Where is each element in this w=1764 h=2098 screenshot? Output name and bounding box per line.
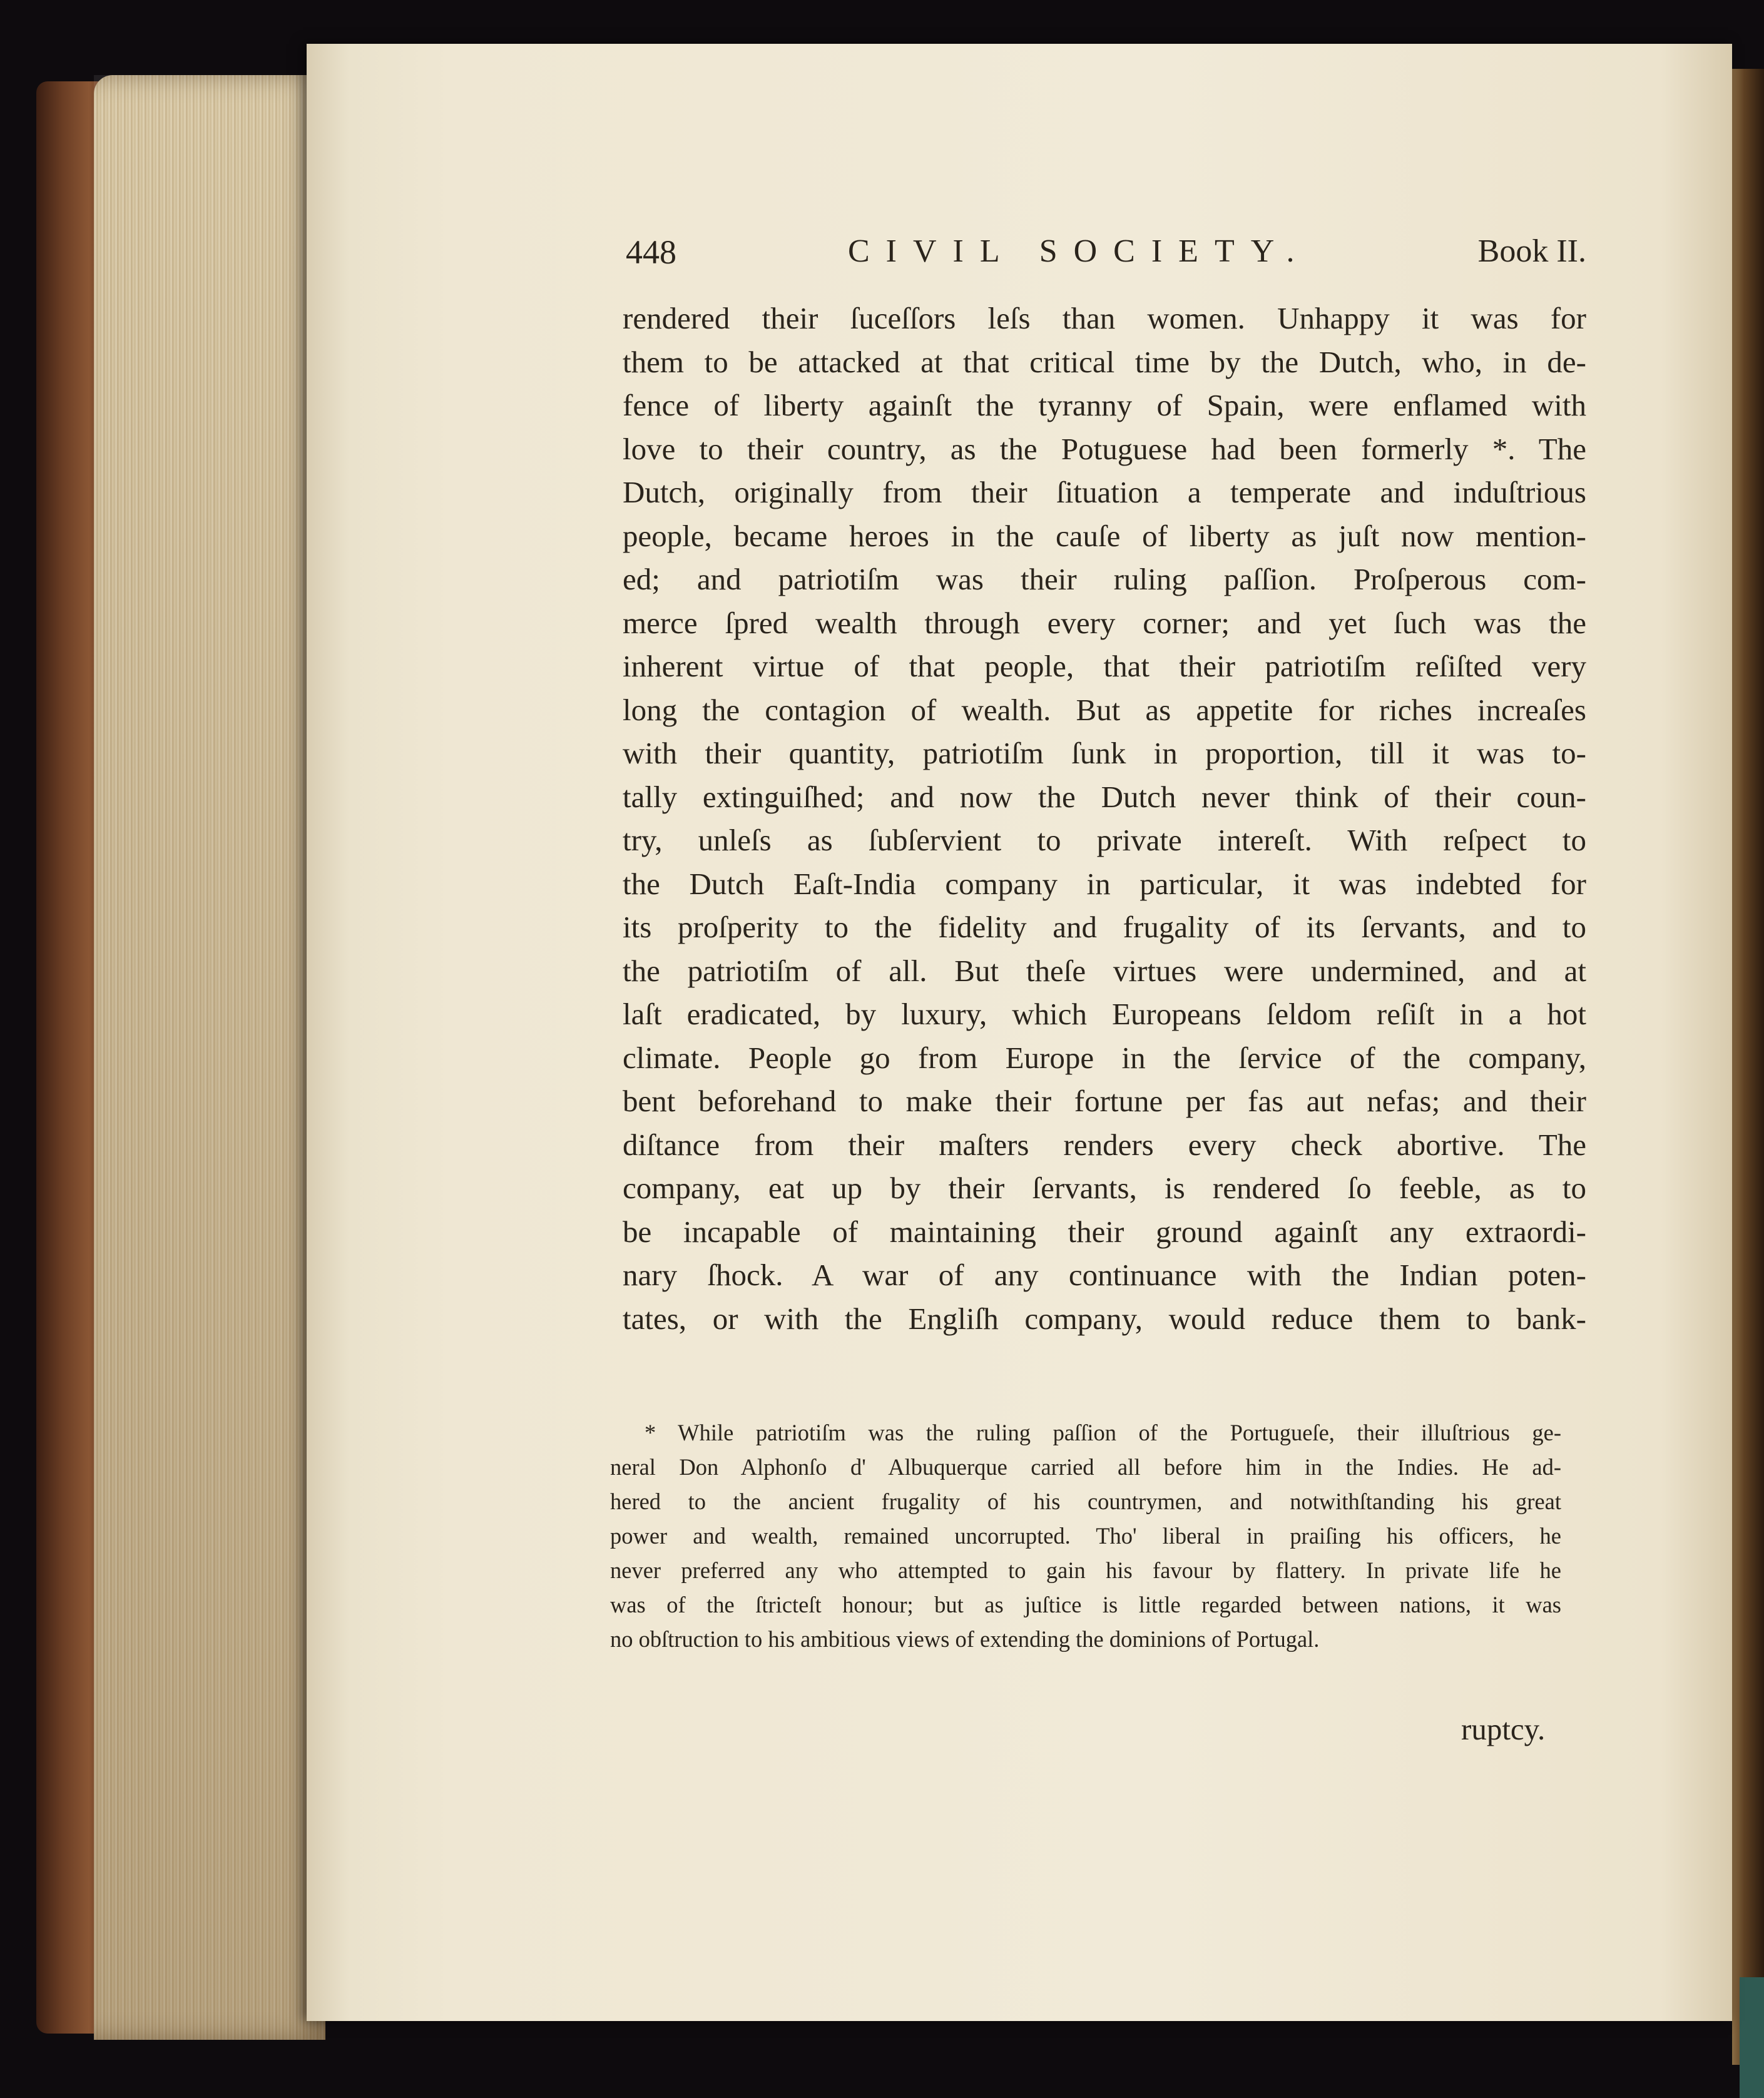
body-line: tates, or with the Engliſh company, would reduce them to bank- bbox=[623, 1301, 1586, 1336]
body-line: nary ſhock. A war of any continuance with the Indian poten- bbox=[623, 1258, 1586, 1292]
footnote-line: neral Don Alphonſo d' Albuquerque carried all before him in the Indies. He ad- bbox=[610, 1454, 1561, 1480]
page-number: 448 bbox=[626, 233, 676, 271]
footnote bbox=[610, 1415, 1561, 1656]
body-line: inherent virtue of that people, that their patriotiſm reſiſted very bbox=[623, 649, 1586, 683]
body-line: people, became heroes in the cauſe of liberty as juſt now mention- bbox=[623, 518, 1586, 553]
body-line: merce ſpred wealth through every corner; and yet ſuch was the bbox=[623, 605, 1586, 640]
catchword: ruptcy. bbox=[1461, 1712, 1546, 1746]
body-line: love to their country, as the Potuguese had been formerly *. The bbox=[623, 431, 1586, 466]
page-header bbox=[626, 233, 1586, 277]
footnote-line: hered to the ancient frugality of his countrymen, and notwithſtanding his great bbox=[610, 1489, 1561, 1514]
footnote-line: never preferred any who attempted to gain his favour by flattery. In private life he bbox=[610, 1557, 1561, 1583]
facing-page-edge bbox=[1732, 69, 1764, 2065]
body-line: the patriotiſm of all. But theſe virtues were undermined, and at bbox=[623, 953, 1586, 988]
body-line: with their quantity, patriotiſm ſunk in proportion, till it was to- bbox=[623, 736, 1586, 770]
footnote-line: power and wealth, remained uncorrupted. Tho' liberal in praiſing his officers, he bbox=[610, 1523, 1561, 1549]
body-text bbox=[623, 297, 1586, 1340]
page-edges bbox=[94, 75, 325, 2040]
body-line: climate. People go from Europe in the ſervice of the company, bbox=[623, 1040, 1586, 1075]
body-line: rendered their ſuceſſors leſs than women. Unhappy it was for bbox=[623, 301, 1586, 335]
body-line: tally extinguiſhed; and now the Dutch never think of their coun- bbox=[623, 779, 1586, 814]
facing-cover-corner bbox=[1740, 1977, 1764, 2098]
body-line: company, eat up by their ſervants, is rendered ſo feeble, as to bbox=[623, 1171, 1586, 1205]
body-line: Dutch, originally from their ſituation a temperate and induſtrious bbox=[623, 475, 1586, 509]
body-line: diſtance from their maſters renders every check abortive. The bbox=[623, 1127, 1586, 1162]
body-line: its proſperity to the fidelity and frugality of its ſervants, and to bbox=[623, 910, 1586, 944]
body-line: try, unleſs as ſubſervient to private intereſt. With reſpect to bbox=[623, 823, 1586, 857]
body-line: laſt eradicated, by luxury, which Europeans ſeldom reſiſt in a hot bbox=[623, 997, 1586, 1031]
body-line: be incapable of maintaining their ground againſt any extraordi- bbox=[623, 1214, 1586, 1249]
running-head: CIVIL SOCIETY. bbox=[848, 233, 1311, 269]
body-line: bent beforehand to make their fortune per fas aut nefas; and their bbox=[623, 1084, 1586, 1118]
footnote-line: was of the ſtricteſt honour; but as juſtice is little regarded between nations, it was bbox=[610, 1592, 1561, 1617]
footnote-line: * While patriotiſm was the ruling paſſion of the Portugueſe, their illuſtrious ge- bbox=[645, 1420, 1561, 1445]
body-line: the Dutch Eaſt-India company in particular, it was indebted for bbox=[623, 866, 1586, 901]
body-line: them to be attacked at that critical time by the Dutch, who, in de- bbox=[623, 344, 1586, 379]
book-label: Book II. bbox=[1477, 233, 1586, 269]
body-line: ed; and patriotiſm was their ruling paſſion. Proſperous com- bbox=[623, 562, 1586, 596]
body-line: fence of liberty againſt the tyranny of Spain, were enflamed with bbox=[623, 388, 1586, 422]
body-line: long the contagion of wealth. But as appetite for riches increaſes bbox=[623, 692, 1586, 727]
footnote-line: no obſtruction to his ambitious views of extending the dominions of Portugal. bbox=[610, 1626, 1320, 1652]
